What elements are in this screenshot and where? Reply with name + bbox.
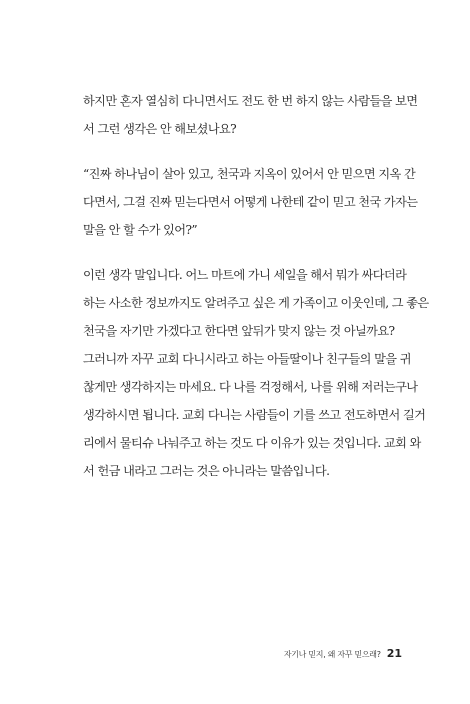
paragraph-1-line-1: 하지만 혼자 열심히 다니면서도 전도 한 번 하지 않는 사람들을 보면 xyxy=(83,94,418,108)
paragraph-3-line-3: 천국을 자기만 가겠다고 한다면 앞뒤가 맞지 않는 것 아닐까요? xyxy=(83,324,395,338)
paragraph-3-line-5: 찮게만 생각하지는 마세요. 다 나를 걱정해서, 나를 위해 저러는구나 xyxy=(83,380,418,394)
paragraph-3-line-6: 생각하시면 됩니다. 교회 다니는 사람들이 기를 쓰고 전도하면서 길거 xyxy=(83,408,426,422)
paragraph-3-line-7: 리에서 물티슈 나눠주고 하는 것도 다 이유가 있는 것입니다. 교회 와 xyxy=(83,436,421,450)
paragraph-3-line-2: 하는 사소한 정보까지도 알려주고 싶은 게 가족이고 이웃인데, 그 좋은 xyxy=(83,296,429,310)
paragraph-1-line-2: 서 그런 생각은 안 해보셨나요? xyxy=(83,122,237,136)
paragraph-1 xyxy=(83,87,418,143)
paragraph-2 xyxy=(83,160,418,244)
paragraph-2-line-3: 말을 안 할 수가 있어?” xyxy=(83,223,198,237)
paragraph-3-line-8: 서 헌금 내라고 그러는 것은 아니라는 말씀입니다. xyxy=(83,464,330,478)
paragraph-3 xyxy=(83,261,429,485)
page-number: 21 xyxy=(386,647,402,660)
paragraph-3-line-4: 그러니까 자꾸 교회 다니시라고 하는 아들딸이나 친구들의 말을 귀 xyxy=(83,352,411,366)
paragraph-2-line-2: 다면서, 그걸 진짜 믿는다면서 어떻게 나한테 같이 믿고 천국 가자는 xyxy=(83,195,418,209)
page-footer xyxy=(284,647,402,660)
running-title: 자기나 믿지, 왜 자꾸 믿으래? xyxy=(283,650,381,659)
paragraph-3-line-1: 이런 생각 말입니다. 어느 마트에 가니 세일을 해서 뭐가 싸다더라 xyxy=(83,268,407,282)
paragraph-2-line-1: “진짜 하나님이 살아 있고, 천국과 지옥이 있어서 안 믿으면 지옥 간 xyxy=(83,167,416,181)
